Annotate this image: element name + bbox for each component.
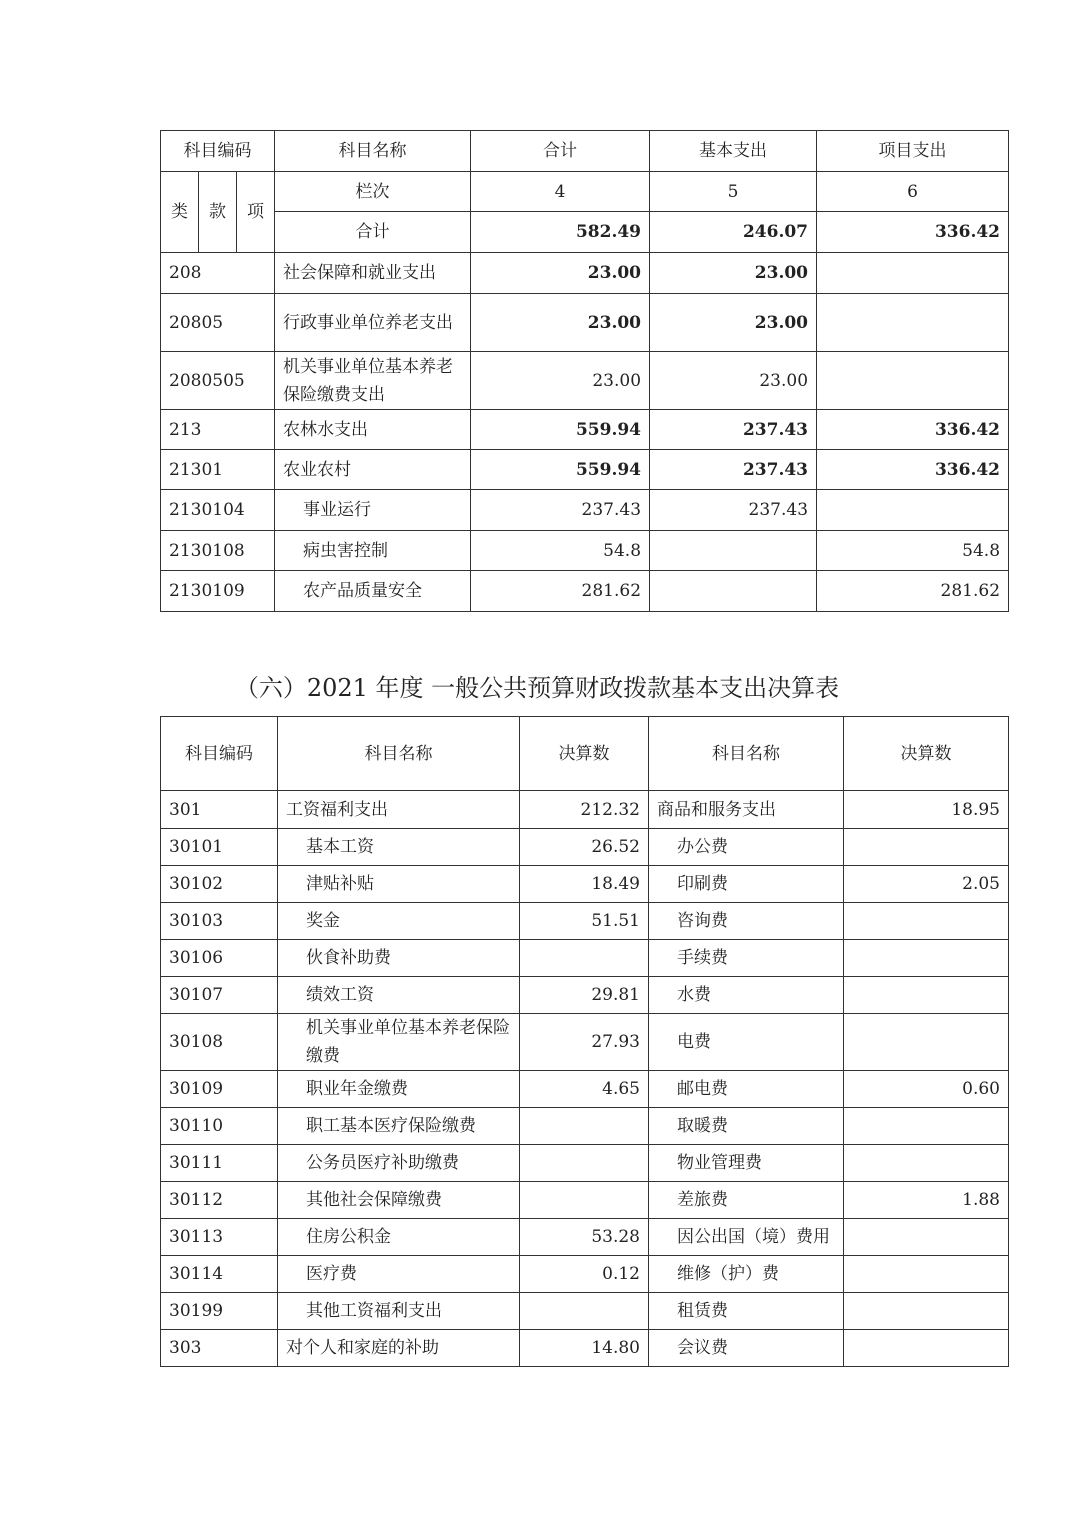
- header-name: 科目名称: [275, 131, 471, 172]
- row-name-2: 取暖费: [649, 1108, 844, 1145]
- row-code: 30107: [161, 977, 278, 1014]
- row-name-1: 住房公积金: [278, 1219, 520, 1256]
- header-code: 科目编码: [161, 717, 278, 791]
- row-project: [817, 490, 1009, 531]
- row-total: 281.62: [471, 571, 650, 612]
- table-row: [161, 1182, 1009, 1219]
- row-project: [817, 253, 1009, 294]
- row-name-1: 机关事业单位基本养老保险缴费: [278, 1014, 520, 1071]
- row-name-1: 对个人和家庭的补助: [278, 1330, 520, 1367]
- row-amount-1: 51.51: [520, 903, 649, 940]
- header-name-1: 科目名称: [278, 717, 520, 791]
- row-amount-2: 0.60: [844, 1071, 1009, 1108]
- row-amount-1: [520, 1108, 649, 1145]
- total-label: 合计: [275, 212, 471, 253]
- total-row: [161, 212, 1009, 253]
- row-name-1: 其他工资福利支出: [278, 1293, 520, 1330]
- row-project: 54.8: [817, 531, 1009, 571]
- row-amount-1: 27.93: [520, 1014, 649, 1071]
- table-row: [161, 294, 1009, 352]
- table-row: [161, 1330, 1009, 1367]
- row-project: 336.42: [817, 410, 1009, 450]
- row-code: 30108: [161, 1014, 278, 1071]
- table-row: [161, 791, 1009, 829]
- total-project: 336.42: [817, 212, 1009, 253]
- row-amount-1: [520, 1145, 649, 1182]
- row-code: 2130108: [161, 531, 275, 571]
- row-name-2: 印刷费: [649, 866, 844, 903]
- table-row: [161, 1256, 1009, 1293]
- row-project: 281.62: [817, 571, 1009, 612]
- row-total: 54.8: [471, 531, 650, 571]
- row-basic: [650, 531, 817, 571]
- row-name-2: 会议费: [649, 1330, 844, 1367]
- section-title: （六）2021 年度 一般公共预算财政拨款基本支出决算表: [234, 674, 840, 702]
- row-name-2: 物业管理费: [649, 1145, 844, 1182]
- row-amount-2: [844, 829, 1009, 866]
- header-row: [161, 131, 1009, 172]
- table-row: [161, 1219, 1009, 1256]
- table-row: [161, 977, 1009, 1014]
- row-total: 237.43: [471, 490, 650, 531]
- row-name-2: 因公出国（境）费用: [649, 1219, 844, 1256]
- row-name-1: 工资福利支出: [278, 791, 520, 829]
- table-row: [161, 352, 1009, 410]
- row-name-1: 其他社会保障缴费: [278, 1182, 520, 1219]
- row-name-2: 差旅费: [649, 1182, 844, 1219]
- row-code: 30113: [161, 1219, 278, 1256]
- row-name-2: 租赁费: [649, 1293, 844, 1330]
- header-basic: 基本支出: [650, 131, 817, 172]
- row-name-2: 手续费: [649, 940, 844, 977]
- row-basic: 23.00: [650, 253, 817, 294]
- row-code: 30112: [161, 1182, 278, 1219]
- row-name-2: 办公费: [649, 829, 844, 866]
- total-total: 582.49: [471, 212, 650, 253]
- header-xiang: 项: [237, 172, 275, 253]
- row-amount-2: [844, 1219, 1009, 1256]
- row-code: 2130109: [161, 571, 275, 612]
- row-total: 23.00: [471, 352, 650, 410]
- table-row: [161, 866, 1009, 903]
- row-name: 社会保障和就业支出: [275, 253, 471, 294]
- row-name-1: 奖金: [278, 903, 520, 940]
- table-row: [161, 1071, 1009, 1108]
- total-basic: 246.07: [650, 212, 817, 253]
- row-name-1: 绩效工资: [278, 977, 520, 1014]
- table-row: [161, 903, 1009, 940]
- row-code: 30101: [161, 829, 278, 866]
- row-total: 559.94: [471, 410, 650, 450]
- header-project: 项目支出: [817, 131, 1009, 172]
- table-row: [161, 531, 1009, 571]
- header-amount-1: 决算数: [520, 717, 649, 791]
- header-amount-2: 决算数: [844, 717, 1009, 791]
- lanci-row: [161, 172, 1009, 212]
- row-code: 208: [161, 253, 275, 294]
- row-amount-2: [844, 1330, 1009, 1367]
- row-total: 23.00: [471, 294, 650, 352]
- row-name-1: 职业年金缴费: [278, 1071, 520, 1108]
- header-name-2: 科目名称: [649, 717, 844, 791]
- table-row: [161, 829, 1009, 866]
- row-amount-2: [844, 1108, 1009, 1145]
- row-project: 336.42: [817, 450, 1009, 490]
- row-basic: 23.00: [650, 294, 817, 352]
- table-row: [161, 1014, 1009, 1071]
- row-amount-1: 29.81: [520, 977, 649, 1014]
- row-amount-2: 2.05: [844, 866, 1009, 903]
- table-row: [161, 571, 1009, 612]
- expenditure-by-function-table: [160, 130, 1009, 612]
- row-amount-2: 1.88: [844, 1182, 1009, 1219]
- row-amount-2: [844, 940, 1009, 977]
- header-col5: 5: [650, 172, 817, 212]
- row-code: 21301: [161, 450, 275, 490]
- header-col4: 4: [471, 172, 650, 212]
- table-row: [161, 450, 1009, 490]
- row-project: [817, 352, 1009, 410]
- row-code: 30109: [161, 1071, 278, 1108]
- row-basic: [650, 571, 817, 612]
- row-name-1: 医疗费: [278, 1256, 520, 1293]
- row-name-1: 基本工资: [278, 829, 520, 866]
- row-code: 30102: [161, 866, 278, 903]
- row-name-2: 咨询费: [649, 903, 844, 940]
- row-amount-1: 4.65: [520, 1071, 649, 1108]
- table-row: [161, 1293, 1009, 1330]
- row-code: 30106: [161, 940, 278, 977]
- row-amount-1: [520, 1182, 649, 1219]
- row-name: 农业农村: [275, 450, 471, 490]
- header-total: 合计: [471, 131, 650, 172]
- row-code: 30114: [161, 1256, 278, 1293]
- row-amount-2: 18.95: [844, 791, 1009, 829]
- row-amount-2: [844, 903, 1009, 940]
- row-amount-1: 18.49: [520, 866, 649, 903]
- row-amount-2: [844, 1293, 1009, 1330]
- row-name-2: 维修（护）费: [649, 1256, 844, 1293]
- row-code: 20805: [161, 294, 275, 352]
- row-amount-1: 0.12: [520, 1256, 649, 1293]
- row-name: 农产品质量安全: [275, 571, 471, 612]
- table-row: [161, 253, 1009, 294]
- row-basic: 237.43: [650, 490, 817, 531]
- row-amount-1: 14.80: [520, 1330, 649, 1367]
- row-name-2: 水费: [649, 977, 844, 1014]
- row-basic: 237.43: [650, 450, 817, 490]
- table-row: [161, 490, 1009, 531]
- header-lanci: 栏次: [275, 172, 471, 212]
- header-kuan: 款: [199, 172, 237, 253]
- row-name: 农林水支出: [275, 410, 471, 450]
- row-name-1: 公务员医疗补助缴费: [278, 1145, 520, 1182]
- row-code: 30103: [161, 903, 278, 940]
- row-amount-1: [520, 1293, 649, 1330]
- row-code: 2080505: [161, 352, 275, 410]
- row-project: [817, 294, 1009, 352]
- row-name-2: 商品和服务支出: [649, 791, 844, 829]
- row-amount-1: 212.32: [520, 791, 649, 829]
- header-col6: 6: [817, 172, 1009, 212]
- row-name-2: 电费: [649, 1014, 844, 1071]
- row-code: 303: [161, 1330, 278, 1367]
- row-amount-1: 53.28: [520, 1219, 649, 1256]
- row-name: 事业运行: [275, 490, 471, 531]
- row-name-1: 职工基本医疗保险缴费: [278, 1108, 520, 1145]
- row-name: 行政事业单位养老支出: [275, 294, 471, 352]
- table-row: [161, 1108, 1009, 1145]
- header-row: [161, 717, 1009, 791]
- row-name: 机关事业单位基本养老保险缴费支出: [275, 352, 471, 410]
- row-total: 23.00: [471, 253, 650, 294]
- table-row: [161, 1145, 1009, 1182]
- row-code: 30111: [161, 1145, 278, 1182]
- table-row: [161, 940, 1009, 977]
- row-name-1: 伙食补助费: [278, 940, 520, 977]
- row-code: 213: [161, 410, 275, 450]
- row-code: 30110: [161, 1108, 278, 1145]
- row-code: 2130104: [161, 490, 275, 531]
- table-row: [161, 410, 1009, 450]
- row-amount-2: [844, 1014, 1009, 1071]
- row-name-2: 邮电费: [649, 1071, 844, 1108]
- header-code: 科目编码: [161, 131, 275, 172]
- row-name: 病虫害控制: [275, 531, 471, 571]
- header-lei: 类: [161, 172, 199, 253]
- row-basic: 237.43: [650, 410, 817, 450]
- row-amount-1: [520, 940, 649, 977]
- row-code: 301: [161, 791, 278, 829]
- basic-expenditure-table: [160, 716, 1009, 1367]
- row-total: 559.94: [471, 450, 650, 490]
- row-name-1: 津贴补贴: [278, 866, 520, 903]
- row-amount-1: 26.52: [520, 829, 649, 866]
- row-amount-2: [844, 977, 1009, 1014]
- row-basic: 23.00: [650, 352, 817, 410]
- row-amount-2: [844, 1145, 1009, 1182]
- row-code: 30199: [161, 1293, 278, 1330]
- row-amount-2: [844, 1256, 1009, 1293]
